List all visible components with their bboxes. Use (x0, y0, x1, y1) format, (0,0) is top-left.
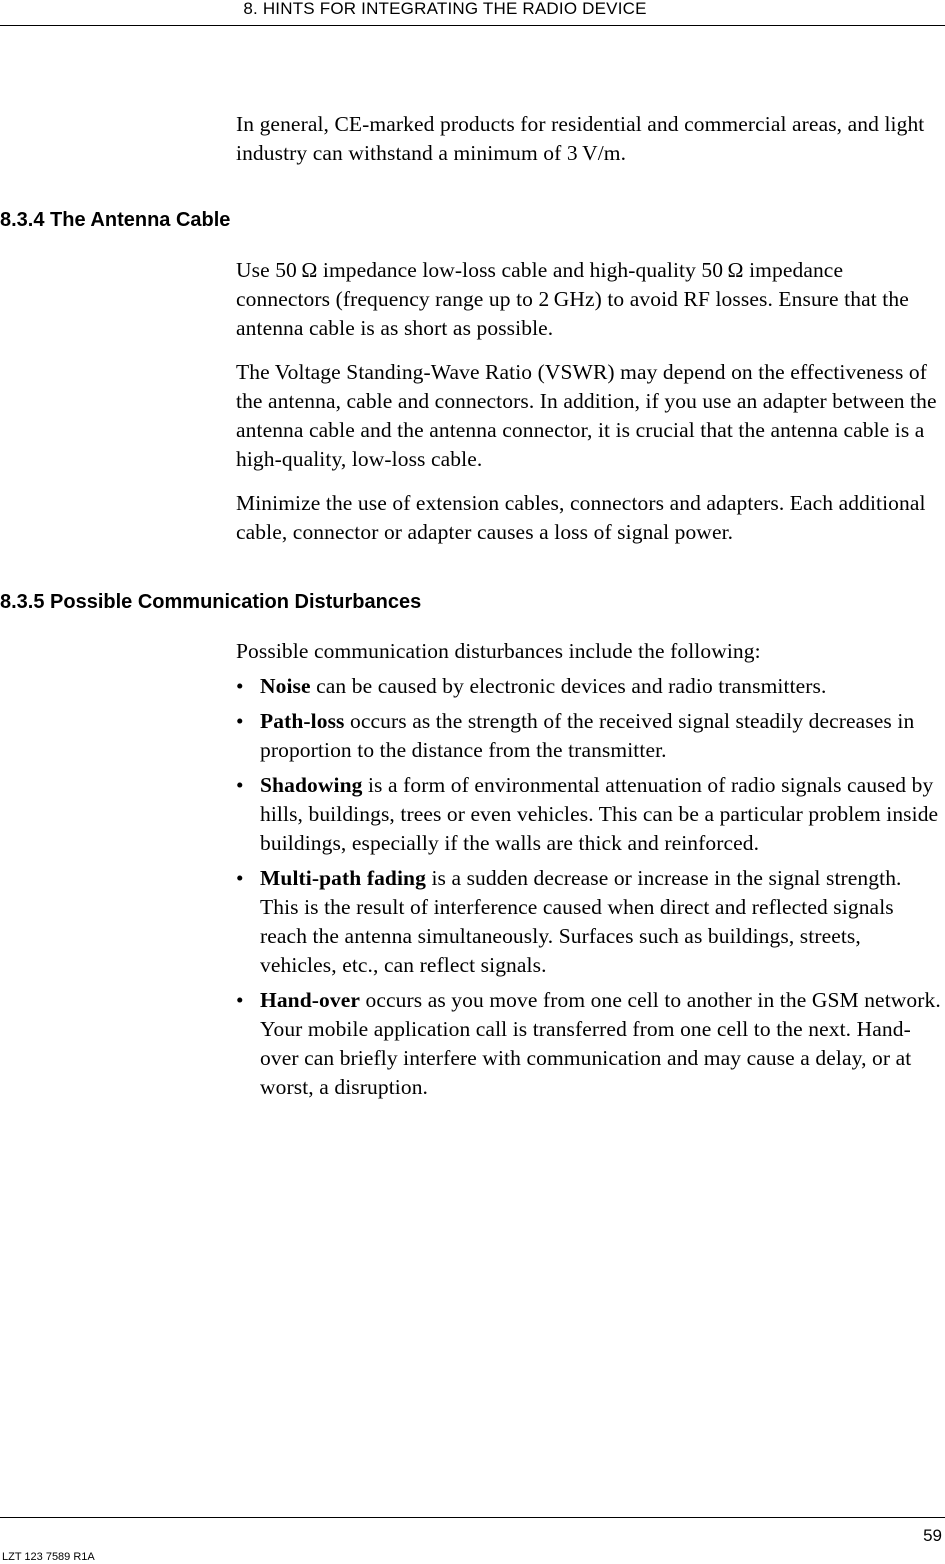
bullet-glyph: • (236, 709, 244, 733)
running-header-title: 8. HINTS FOR INTEGRATING THE RADIO DEVICE (243, 0, 647, 18)
page-number: 59 (923, 1526, 942, 1545)
list-item-term: Multi-path fading (260, 866, 426, 890)
list-item (236, 771, 942, 858)
list-item-term: Path-loss (260, 709, 345, 733)
section-antenna-cable-body (236, 256, 942, 547)
list-item-term: Hand-over (260, 988, 361, 1012)
running-header (0, 0, 945, 26)
bullet-glyph: • (236, 988, 244, 1012)
list-item-text: can be caused by electronic devices and radio transmitters. (310, 674, 827, 698)
intro-paragraph: In general, CE-marked products for residential and commercial areas, and light industry can withstand a minimum of 3 V/m. (236, 112, 925, 165)
paragraph: Minimize the use of extension cables, connectors and adapters. Each additional cable, connector or adapter causes a loss of signal power. (236, 491, 926, 544)
list-item (236, 986, 942, 1102)
list-item-term: Noise (260, 674, 311, 698)
list-item-text: is a sudden decrease or increase in the signal strength. This is the result of interference caused when direct and reflected signals reach the antenna simultaneously. Surfaces such as buildings, streets, vehicles, etc., can reflect signals. (260, 866, 902, 977)
section-heading-communication-disturbances: 8.3.5 Possible Communication Disturbances (0, 591, 422, 613)
running-footer (0, 1517, 945, 1564)
intro-block (236, 110, 942, 168)
section-heading-antenna-cable: 8.3.4 The Antenna Cable (0, 209, 231, 231)
disturbance-list (236, 672, 942, 1102)
list-item (236, 672, 942, 701)
bullet-glyph: • (236, 674, 244, 698)
paragraph: The Voltage Standing-Wave Ratio (VSWR) may depend on the effectiveness of the antenna, cable and connectors. In addition, if you use an adapter between the antenna cable and the antenna connector, it is crucial that the antenna cable is a high-quality, low-loss cable. (236, 360, 937, 471)
list-item (236, 864, 942, 980)
list-item (236, 707, 942, 765)
section-disturbances-body (236, 637, 942, 1102)
list-item-text: occurs as you move from one cell to another in the GSM network. Your mobile application call is transferred from one cell to the next. Hand-over can briefly interfere with communication and may cause a delay, or at worst, a disruption. (260, 988, 941, 1099)
list-item-text: is a form of environmental attenuation of radio signals caused by hills, buildings, trees or even vehicles. This can be a particular problem inside buildings, especially if the walls are thick and reinforced. (260, 773, 939, 855)
list-item-text: occurs as the strength of the received signal steadily decreases in proportion to the distance from the transmitter. (260, 709, 915, 762)
bullet-glyph: • (236, 866, 244, 890)
paragraph: Possible communication disturbances include the following: (236, 639, 761, 663)
bullet-glyph: • (236, 773, 244, 797)
paragraph: Use 50 Ω impedance low-loss cable and high-quality 50 Ω impedance connectors (frequency range up to 2 GHz) to avoid RF losses. Ensure that the antenna cable is as short as possible. (236, 258, 909, 340)
document-code: LZT 123 7589 R1A (2, 1551, 95, 1563)
list-item-term: Shadowing (260, 773, 363, 797)
